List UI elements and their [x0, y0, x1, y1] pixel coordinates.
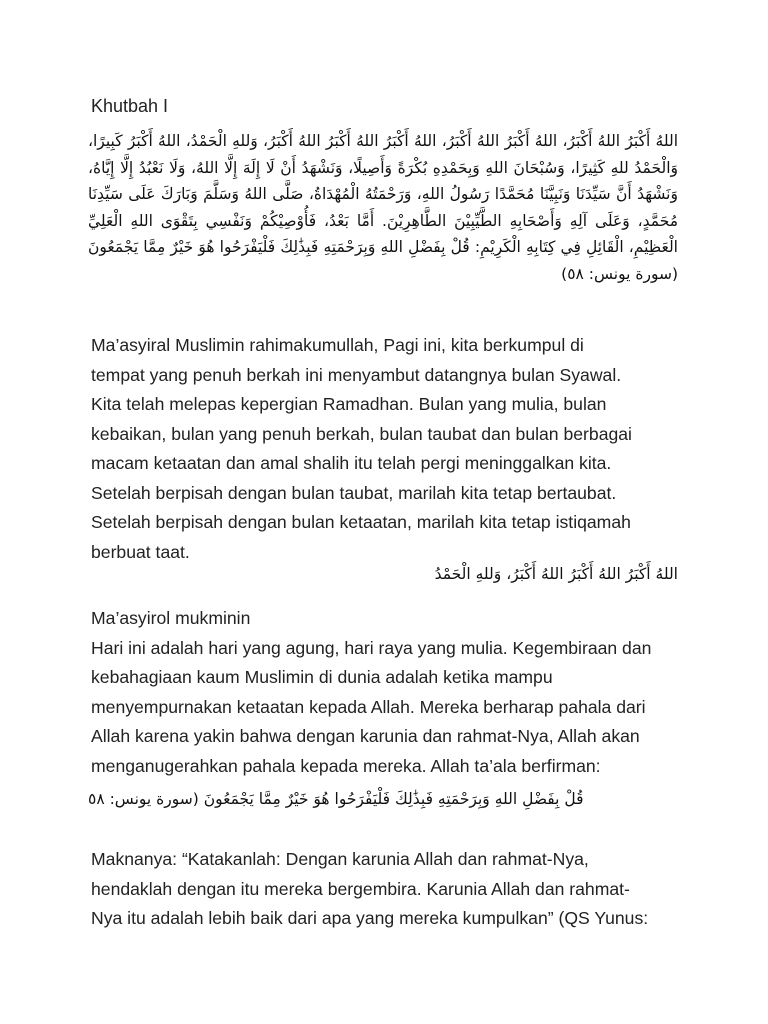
paragraph-opening: Ma’asyiral Muslimin rahimakumullah, Pagi ini, kita berkumpul di tempat yang penuh berkah ini menyambut datangnya bulan Syawal. Kita telah melepas kepergian Ramadhan. Bulan yang mulia, bulan kebaikan, bulan yang penuh berkah, bulan taubat dan bulan berbagai macam ketaatan dan amal shalih itu telah pergi meninggalkan kita. Setelah berpisah dengan bulan taubat, marilah kita tetap bertaubat. Setelah berpisah dengan bulan ketaatan, marilah kita tetap istiqamah berbuat taat. — [91, 335, 632, 562]
paragraph-mukminin: Ma’asyirol mukminin Hari ini adalah hari yang agung, hari raya yang mulia. Kegembiraan dan kebahagiaan kaum Muslimin di dunia adalah ketika mampu menyempurnakan ketaatan kepada Allah. Mereka berharap pahala dari Allah karena yakin bahwa dengan karunia dan rahmat-Nya, Allah akan menganugerahkan pahala kepada mereka. Allah ta’ala berfirman: — [91, 608, 652, 776]
arabic-ayah: قُلْ بِفَضْلِ اللهِ وَبِرَحْمَتِهِ فَبِذَٰلِكَ فَلْيَفْرَحُوا هُوَ خَيْرٌ مِمَّا يَجْمَعُونَ (سورة يونس: ٥٨ — [88, 790, 584, 808]
paragraph-meaning: Maknanya: “Katakanlah: Dengan karunia Allah dan rahmat-Nya, hendaklah dengan itu mereka bergembira. Karunia Allah dan rahmat- Nya itu adalah lebih baik dari apa yang mereka kumpulkan” (QS Yunus: — [91, 849, 649, 928]
document-heading: Khutbah I — [91, 96, 169, 116]
arabic-opening-text: اللهُ أَكْبَرُ اللهُ أَكْبَرُ، اللهُ أَكْبَرُ اللهُ أَكْبَرُ، اللهُ أَكْبَرُ اللهُ أَكْبَرُ اللهُ أَكْبَرُ، وَللهِ الْحَمْدُ، اللهُ أَكْبَرُ كَبِيرًا، وَالْحَمْدُ للهِ كَثِيرًا، وَسُبْحَانَ اللهِ وَبِحَمْدِهِ بُكْرَةً وَأَصِيلًا، وَنَشْهَدُ أَنْ لَا إِلَهَ إِلَّا اللهُ، وَلَا نَعْبُدُ إِلَّا إِيَّاهُ، وَنَشْهَدُ أَنَّ سَيِّدَنَا وَنَبِيَّنَا مُحَمَّدًا رَسُولُ اللهِ، وَرَحْمَتُهُ الْمُهْدَاةُ، صَلَّى اللهُ وَسَلَّمَ وَبَارَكَ عَلَى سَيِّدِنَا مُحَمَّدٍ، وَعَلَى آلِهِ وَأَصْحَابِهِ الطَّيِّبِيْنَ الطَّاهِرِيْنَ. أَمَّا بَعْدُ، فَأُوْصِيْكُمْ وَنَفْسِي بِتَقْوَى اللهِ الْعَلِيِّ الْعَظِيْمِ، الْقَائِلِ فِي كِتَابِهِ الْكَرِيْمِ: قُلْ بِفَضْلِ اللهِ وَبِرَحْمَتِهِ فَبِذَٰلِكَ فَلْيَفْرَحُوا هُوَ خَيْرٌ مِمَّا يَجْمَعُونَ (سورة يونس: ٥٨) — [88, 132, 678, 283]
arabic-takbir: اللهُ أَكْبَرُ اللهُ أَكْبَرُ اللهُ أَكْبَرُ، وَللهِ الْحَمْدُ — [434, 565, 678, 583]
